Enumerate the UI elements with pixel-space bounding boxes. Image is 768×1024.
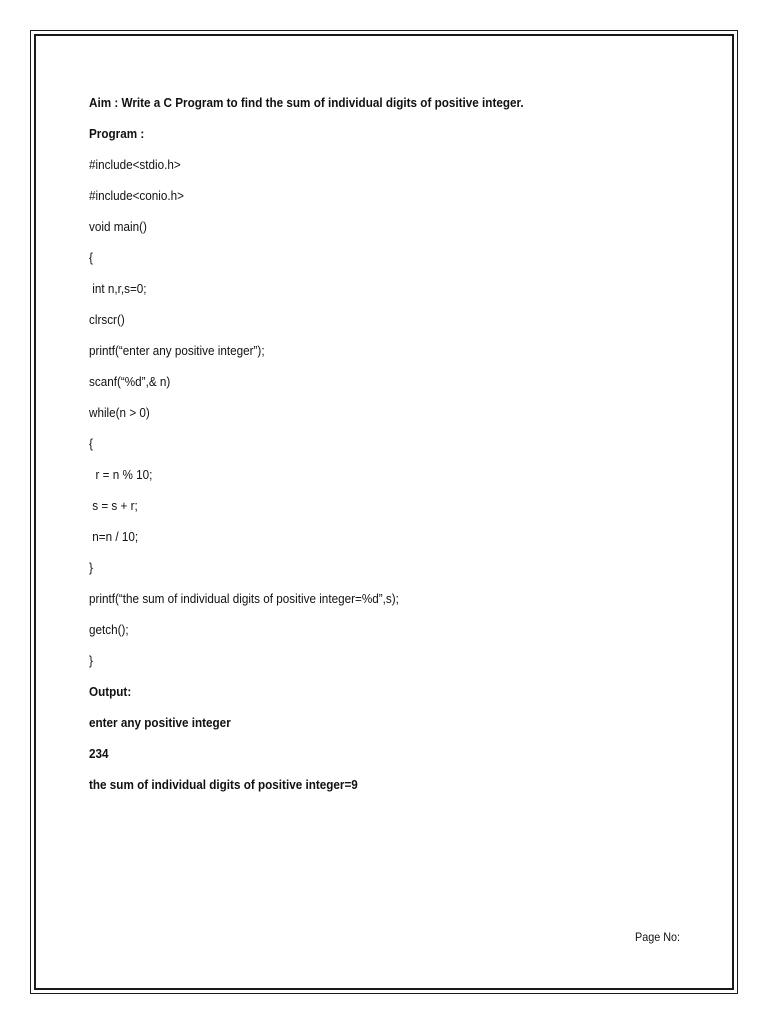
code-line: s = s + r;	[89, 498, 138, 513]
code-line: r = n % 10;	[89, 467, 153, 482]
code-line: scanf(“%d”,& n)	[89, 374, 171, 389]
code-line: #include<stdio.h>	[89, 157, 181, 172]
code-line: }	[89, 653, 93, 668]
code-line: void main()	[89, 219, 147, 234]
document-body	[89, 93, 709, 806]
output-heading: Output:	[89, 684, 132, 699]
code-line: #include<conio.h>	[89, 188, 184, 203]
output-line: enter any positive integer	[89, 715, 231, 730]
code-line: {	[89, 250, 93, 265]
code-line: n=n / 10;	[89, 529, 139, 544]
code-line: printf(“enter any positive integer”);	[89, 343, 265, 358]
output-line: the sum of individual digits of positive integer=9	[89, 777, 358, 792]
code-line: clrscr()	[89, 312, 125, 327]
output-line: 234	[89, 746, 109, 761]
code-line: printf(“the sum of individual digits of positive integer=%d”,s);	[89, 591, 399, 606]
code-line: {	[89, 436, 93, 451]
code-line: int n,r,s=0;	[89, 281, 147, 296]
program-heading: Program :	[89, 126, 145, 141]
code-line: while(n > 0)	[89, 405, 150, 420]
page-number-label: Page No:	[634, 930, 680, 944]
aim-line: Aim : Write a C Program to find the sum of individual digits of positive integer.	[89, 95, 524, 110]
code-line: }	[89, 560, 93, 575]
code-line: getch();	[89, 622, 129, 637]
